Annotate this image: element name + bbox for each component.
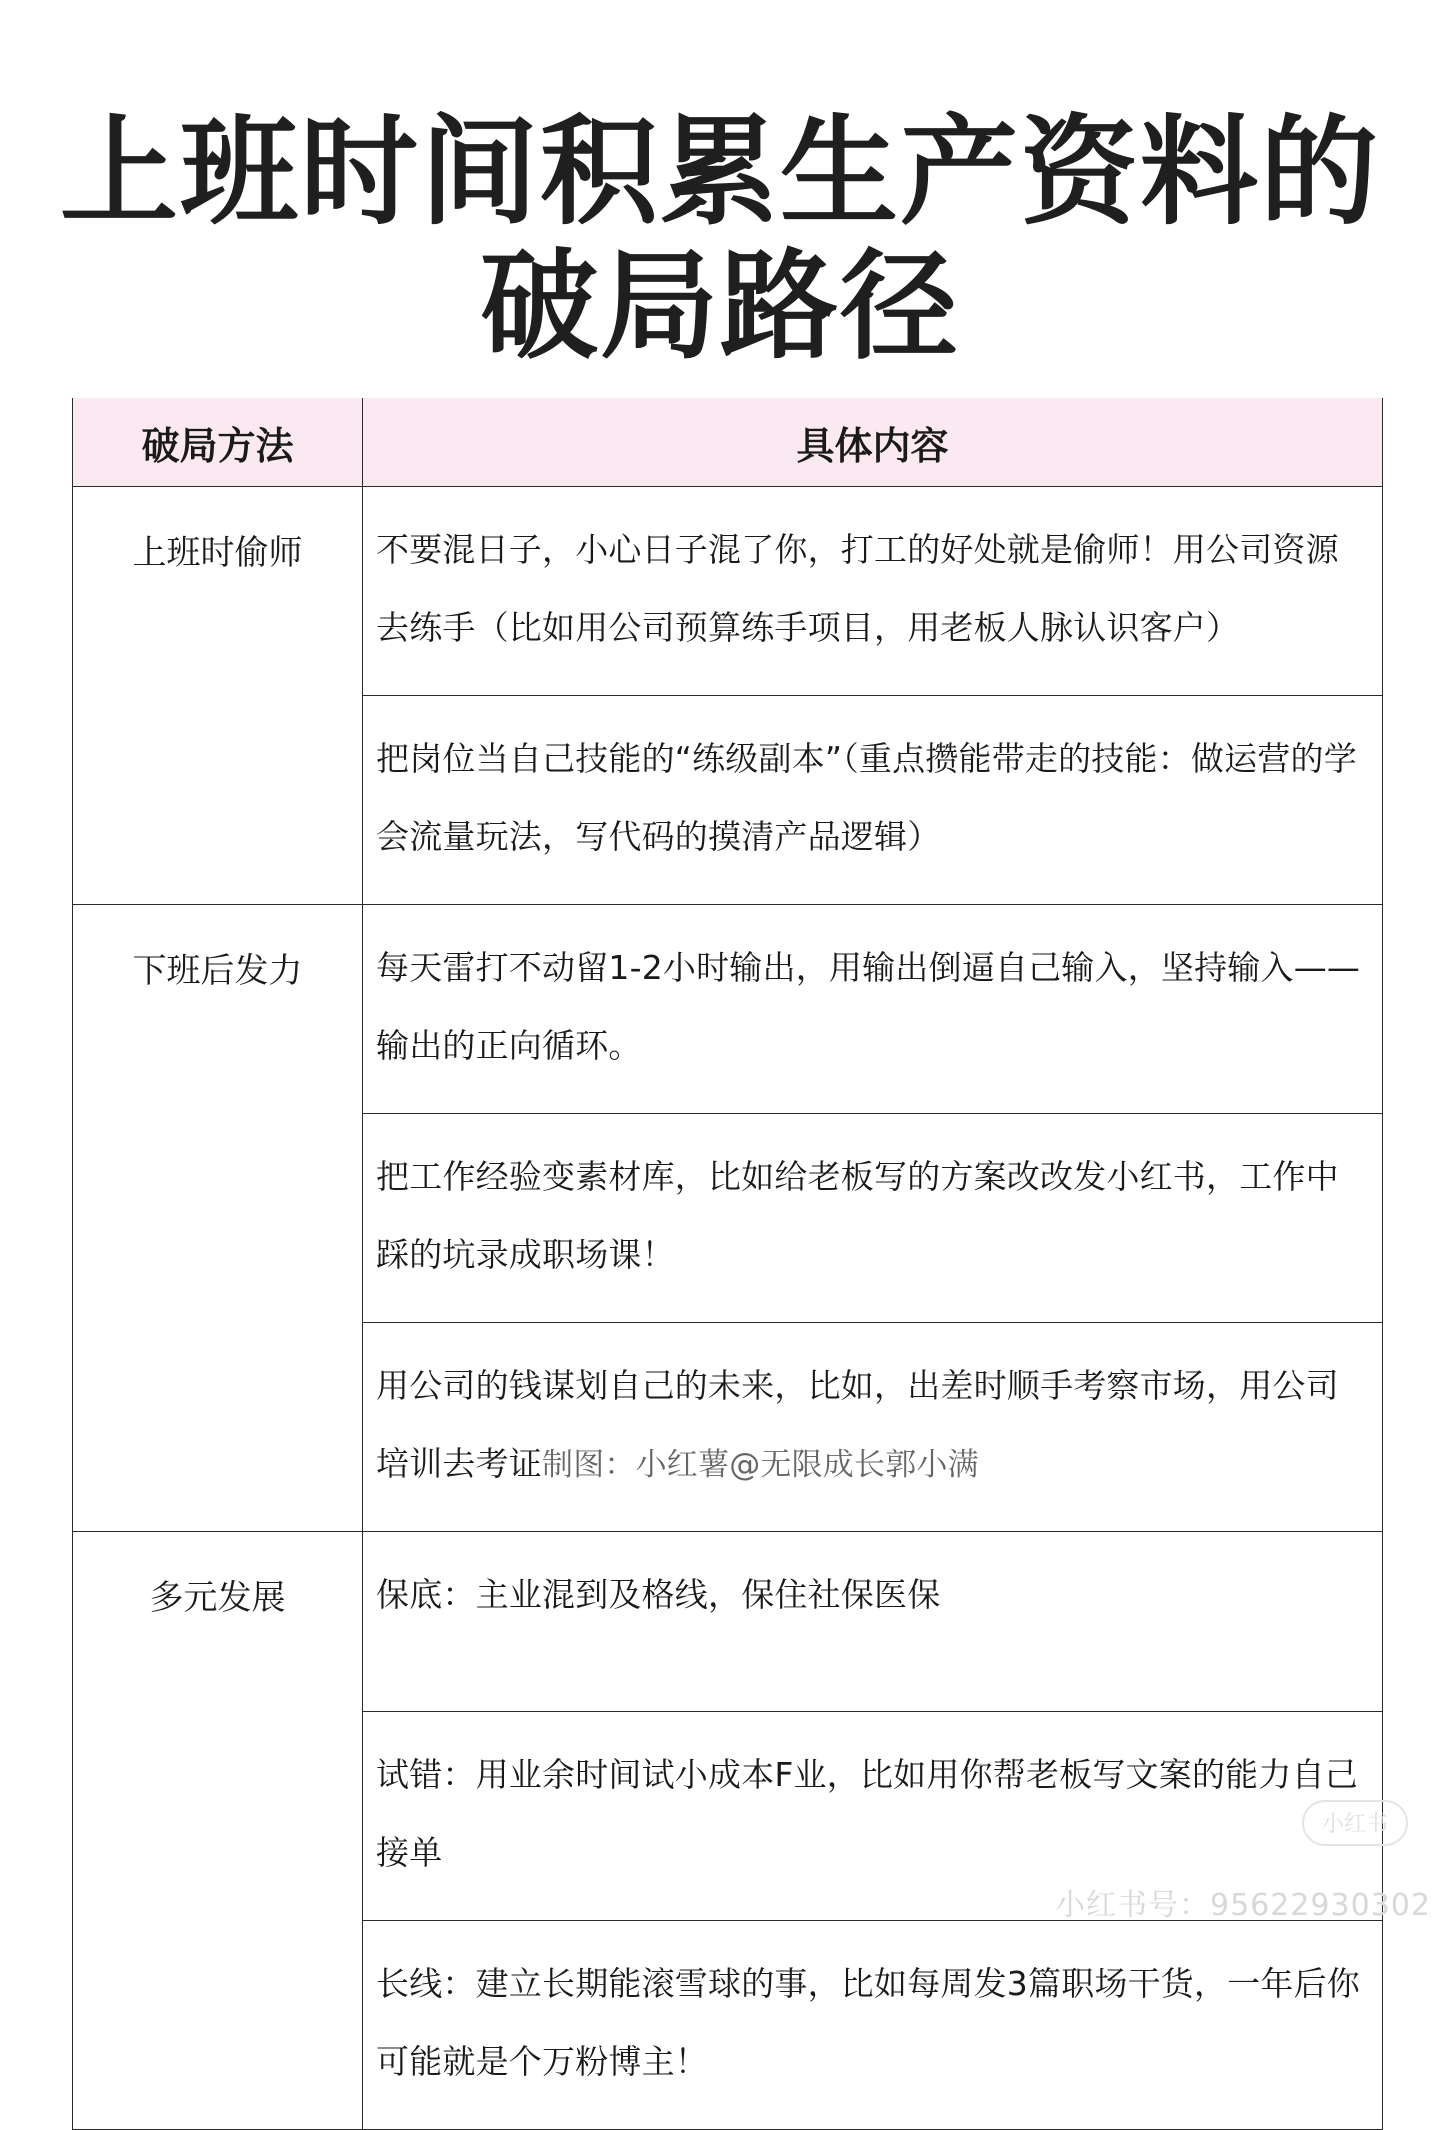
method-cell-3: 多元发展: [73, 1532, 363, 2130]
method-cell-2: 下班后发力: [73, 905, 363, 1532]
header-detail: 具体内容: [363, 398, 1383, 487]
detail-cell: 把岗位当自己技能的“练级副本”（重点攒能带走的技能：做运营的学会流量玩法，写代码的摸清产品逻辑）: [363, 696, 1383, 905]
strategy-table: [72, 398, 1383, 2130]
method-cell-1: 上班时偷师: [73, 487, 363, 905]
detail-cell-with-credit: [363, 1323, 1383, 1532]
detail-cell: 把工作经验变素材库，比如给老板写的方案改改发小红书，工作中踩的坑录成职场课！: [363, 1114, 1383, 1323]
detail-cell: 长线：建立长期能滚雪球的事，比如每周发3篇职场干货，一年后你可能就是个万粉博主！: [363, 1921, 1383, 2130]
header-method: 破局方法: [73, 398, 363, 487]
account-id-watermark: 小红书号：95622930302: [1055, 1888, 1431, 1923]
table-row: [73, 1532, 1383, 1712]
detail-cell: 试错：用业余时间试小成本F业，比如用你帮老板写文案的能力自己接单: [363, 1712, 1383, 1921]
table-row: [73, 487, 1383, 696]
detail-text: 用公司的钱谋划自己的未来，比如，出差时顺手考察市场，用公司培训去考证: [376, 1366, 1339, 1483]
title-line-1: 上班时间积累生产资料的: [59, 103, 1380, 241]
xiaohongshu-logo-watermark: 小红书: [1302, 1800, 1408, 1846]
table-header-row: [73, 398, 1383, 487]
detail-cell: 不要混日子，小心日子混了你，打工的好处就是偷师！用公司资源去练手（比如用公司预算练手项目，用老板人脉认识客户）: [363, 487, 1383, 696]
title-line-2: 破局路径: [479, 237, 960, 375]
detail-cell: 保底：主业混到及格线，保住社保医保: [363, 1532, 1383, 1712]
detail-cell: 每天雷打不动留1-2小时输出，用输出倒逼自己输入，坚持输入——输出的正向循环。: [363, 905, 1383, 1114]
table-row: [73, 905, 1383, 1114]
page-title: [0, 105, 1440, 373]
image-credit: 制图：小红薯@无限成长郭小满: [542, 1447, 979, 1483]
